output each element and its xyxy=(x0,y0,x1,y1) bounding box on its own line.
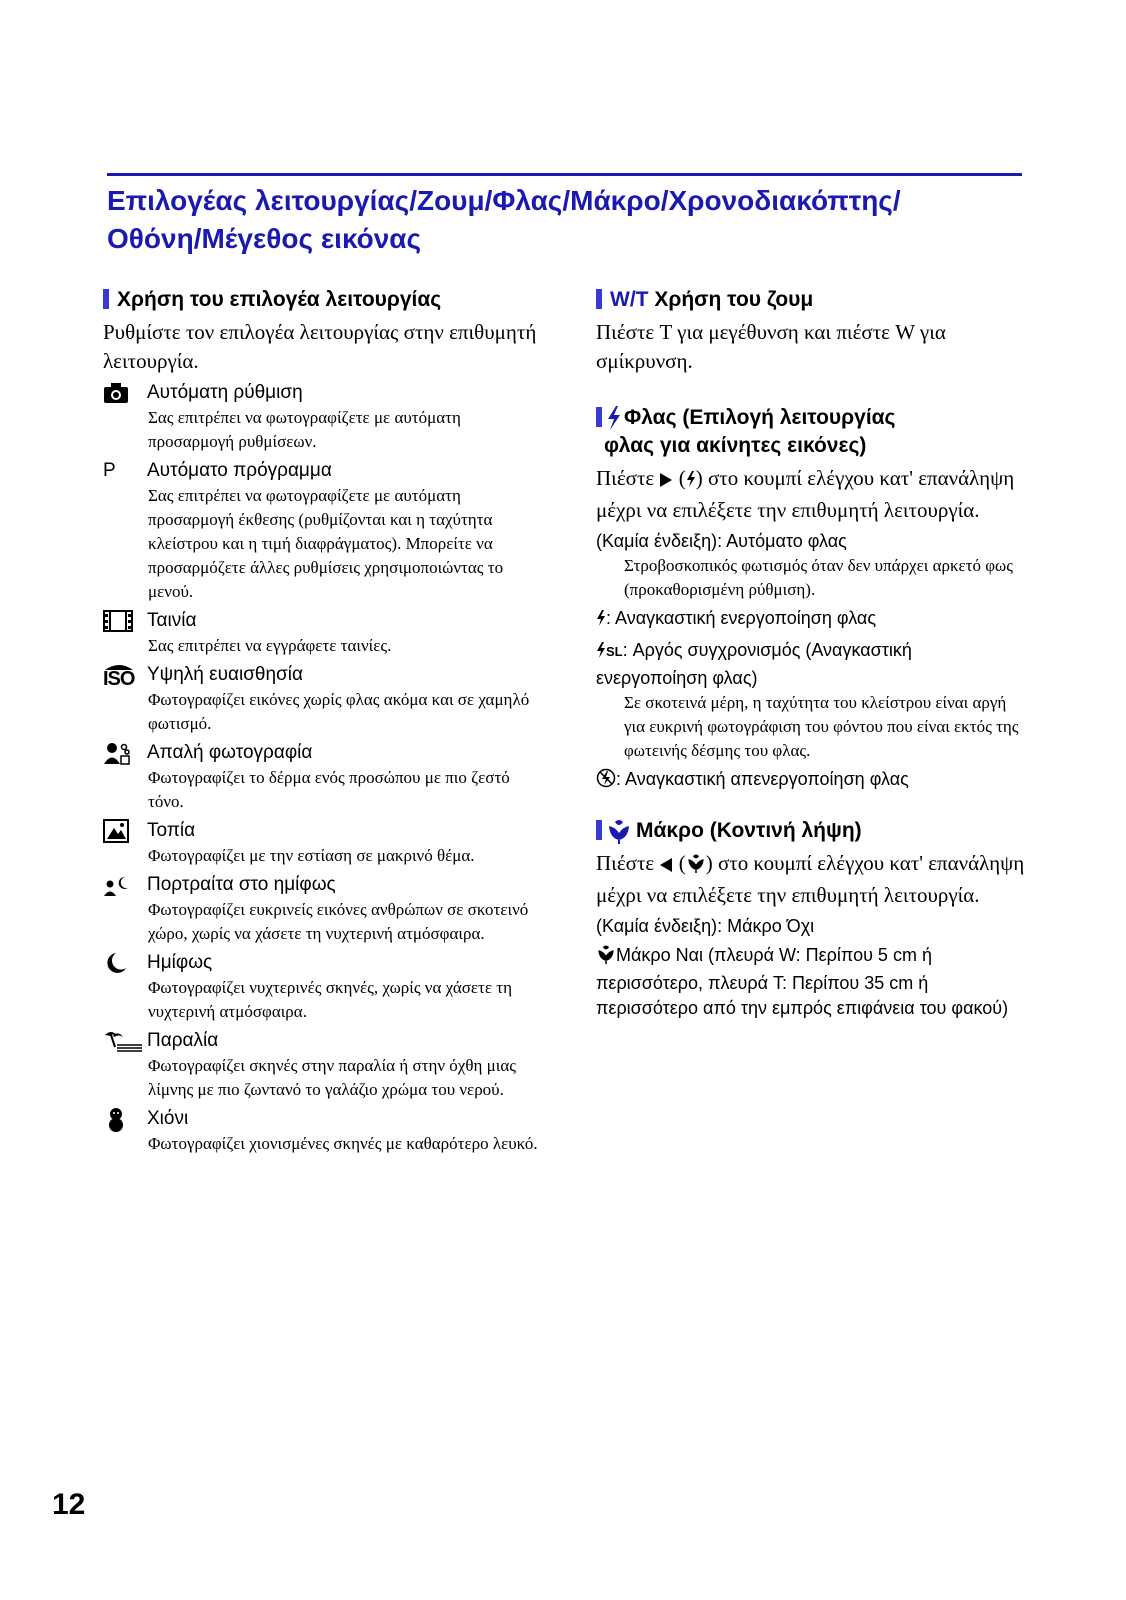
flash-icon xyxy=(686,467,696,496)
twilight-portrait-icon xyxy=(103,873,137,897)
flash-section xyxy=(596,404,1026,795)
mode-description: Σας επιτρέπει να φωτογραφίζετε με αυτόματη προσαρμογή ρυθμίσεων. xyxy=(148,408,461,451)
beach-icon xyxy=(103,1029,143,1053)
mode-description: Φωτογραφίζει ευκρινείς εικόνες ανθρώπων σε σκοτεινό χώρο, χωρίς να χάσετε τη νυχτερινή ατμόσφαιρα. xyxy=(148,900,529,943)
mode-label: Παραλία xyxy=(147,1030,219,1051)
flash-off-icon xyxy=(596,768,616,795)
macro-section xyxy=(596,817,1026,1021)
mode-label: Υψηλή ευαισθησία xyxy=(147,664,303,685)
left-arrow-icon xyxy=(659,852,673,881)
mode-label: Ταινία xyxy=(147,610,197,631)
flash-icon xyxy=(596,609,606,634)
flash-heading-icon xyxy=(606,405,622,439)
mode-label: Χιόνι xyxy=(147,1108,189,1129)
macro-heading-icon xyxy=(606,818,632,852)
mode-item-twilight-portrait xyxy=(103,872,543,946)
mode-item-twilight xyxy=(103,950,543,1024)
mode-description: Φωτογραφίζει σκηνές στην παραλία ή στην όχθη μιας λίμνης με πιο ζωντανό το γαλάζιο χρώμα του νερού. xyxy=(148,1056,516,1099)
flash-option-auto: (Καμία ένδειξη): Αυτόματο φλας xyxy=(596,531,847,551)
section-heading-macro: Μάκρο (Κοντινή λήψη) xyxy=(596,817,1026,845)
mode-description: Φωτογραφίζει με την εστίαση σε μακρινό θέμα. xyxy=(148,846,475,865)
p-icon: P xyxy=(103,460,116,481)
mode-label: Ημίφως xyxy=(147,952,213,973)
macro-icon xyxy=(596,944,616,971)
flash-intro: Πιέστε ( ) στο κουμπί ελέγχου κατ' επανάληψη μέχρι να επιλέξετε την επιθυμητή λειτουργία. xyxy=(596,466,1015,522)
landscape-icon xyxy=(103,819,137,843)
mode-item-auto xyxy=(103,380,543,454)
mode-item-program xyxy=(103,458,543,604)
section-heading-zoom: W/T Χρήση του ζουμ xyxy=(596,286,1026,314)
mode-label: Αυτόματο πρόγραμμα xyxy=(147,460,332,481)
heading-bar xyxy=(596,820,602,840)
mode-dial-intro: Ρυθμίστε τον επιλογέα λειτουργίας στην επιθυμητή λειτουργία. xyxy=(103,320,537,373)
wt-label: W/T xyxy=(610,288,649,311)
mode-description: Φωτογραφίζει νυχτερινές σκηνές, χωρίς να χάσετε τη νυχτερινή ατμόσφαιρα. xyxy=(148,978,512,1021)
mode-description: Φωτογραφίζει το δέρμα ενός προσώπου με πιο ζεστό τόνο. xyxy=(148,768,510,811)
page-number: 12 xyxy=(52,1488,86,1521)
mode-label: Αυτόματη ρύθμιση xyxy=(147,382,303,403)
mode-description: Σας επιτρέπει να εγγράφετε ταινίες. xyxy=(148,636,392,655)
twilight-icon xyxy=(103,951,137,975)
mode-item-snow xyxy=(103,1106,543,1156)
zoom-intro: Πιέστε T για μεγέθυνση και πιέστε W για σμίκρυνση. xyxy=(596,320,946,373)
mode-item-soft-snap xyxy=(103,740,543,814)
mode-description: Φωτογραφίζει εικόνες χωρίς φλας ακόμα και σε χαμηλό φωτισμό. xyxy=(148,690,530,733)
mode-description: Σας επιτρέπει να φωτογραφίζετε με αυτόματη προσαρμογή έκθεσης (ρυθμίζονται και η ταχύτητα κλείστρου και η τιμή διαφράγματος). Μπορείτε να προσαρμόζετε άλλες ρυθμίσεις χρησιμοποιώντας το μενού. xyxy=(148,486,504,601)
zoom-section xyxy=(596,286,1026,376)
mode-label: Τοπία xyxy=(147,820,196,841)
flash-option-slow-sync: SL: Αργός συγχρονισμός (Αναγκαστική ενεργοποίηση φλας) xyxy=(596,640,912,688)
camera-icon xyxy=(103,381,137,405)
macro-intro: Πιέστε ( ) στο κουμπί ελέγχου κατ' επανάληψη μέχρι να επιλέξετε την επιθυμητή λειτουργία. xyxy=(596,851,1025,907)
soft-snap-icon xyxy=(103,741,137,765)
heading-bar xyxy=(103,289,109,309)
right-column xyxy=(596,286,1026,1021)
mode-item-high-sensitivity xyxy=(103,662,543,736)
heading-bar xyxy=(596,289,602,309)
page-title: Επιλογέας λειτουργίας/Ζουμ/Φλας/Μάκρο/Χρονοδιακόπτης/ Οθόνη/Μέγεθος εικόνας xyxy=(107,185,901,254)
heading-bar xyxy=(596,407,602,427)
mode-item-movie xyxy=(103,608,543,658)
flash-option-auto-desc: Στροβοσκοπικός φωτισμός όταν δεν υπάρχει αρκετό φως (προκαθορισμένη ρύθμιση). xyxy=(624,556,1013,599)
section-heading-mode-dial: Χρήση του επιλογέα λειτουργίας xyxy=(103,286,543,314)
mode-dial-section xyxy=(103,286,543,1158)
title-rule xyxy=(107,173,1022,176)
snow-icon xyxy=(103,1107,137,1131)
mode-item-landscape xyxy=(103,818,543,868)
mode-label: Απαλή φωτογραφία xyxy=(147,742,313,763)
section-heading-flash: Φλας (Επιλογή λειτουργίας φλας για ακίνητες εικόνες) xyxy=(596,404,1026,460)
flash-option-forced: : Αναγκαστική ενεργοποίηση φλας xyxy=(596,606,1026,634)
slow-sync-tag: SL xyxy=(606,644,623,659)
macro-icon xyxy=(686,852,706,881)
high-sensitivity-iso-icon: ISO xyxy=(103,663,137,687)
mode-item-beach xyxy=(103,1028,543,1102)
slow-sync-flash-icon xyxy=(596,641,606,666)
mode-description: Φωτογραφίζει χιονισμένες σκηνές με καθαρότερο λευκό. xyxy=(148,1134,538,1153)
flash-option-off: : Αναγκαστική απενεργοποίηση φλας xyxy=(596,767,1026,795)
flash-option-slow-sync-desc: Σε σκοτεινά μέρη, η ταχύτητα του κλείστρου είναι αργή για ευκρινή φωτογράφιση του φόντου που είναι εκτός της φωτεινής δέσμης του φλας. xyxy=(624,693,1019,760)
right-arrow-icon xyxy=(659,467,673,496)
macro-option-off: (Καμία ένδειξη): Μάκρο Όχι xyxy=(596,916,815,936)
movie-icon xyxy=(103,609,137,633)
macro-option-on: Μάκρο Ναι (πλευρά W: Περίπου 5 cm ή περισσότερο, πλευρά T: Περίπου 35 cm ή περισσότερο από την εμπρός επιφάνεια του φακού) xyxy=(596,945,1009,1018)
mode-label: Πορτραίτα στο ημίφως xyxy=(147,874,336,895)
